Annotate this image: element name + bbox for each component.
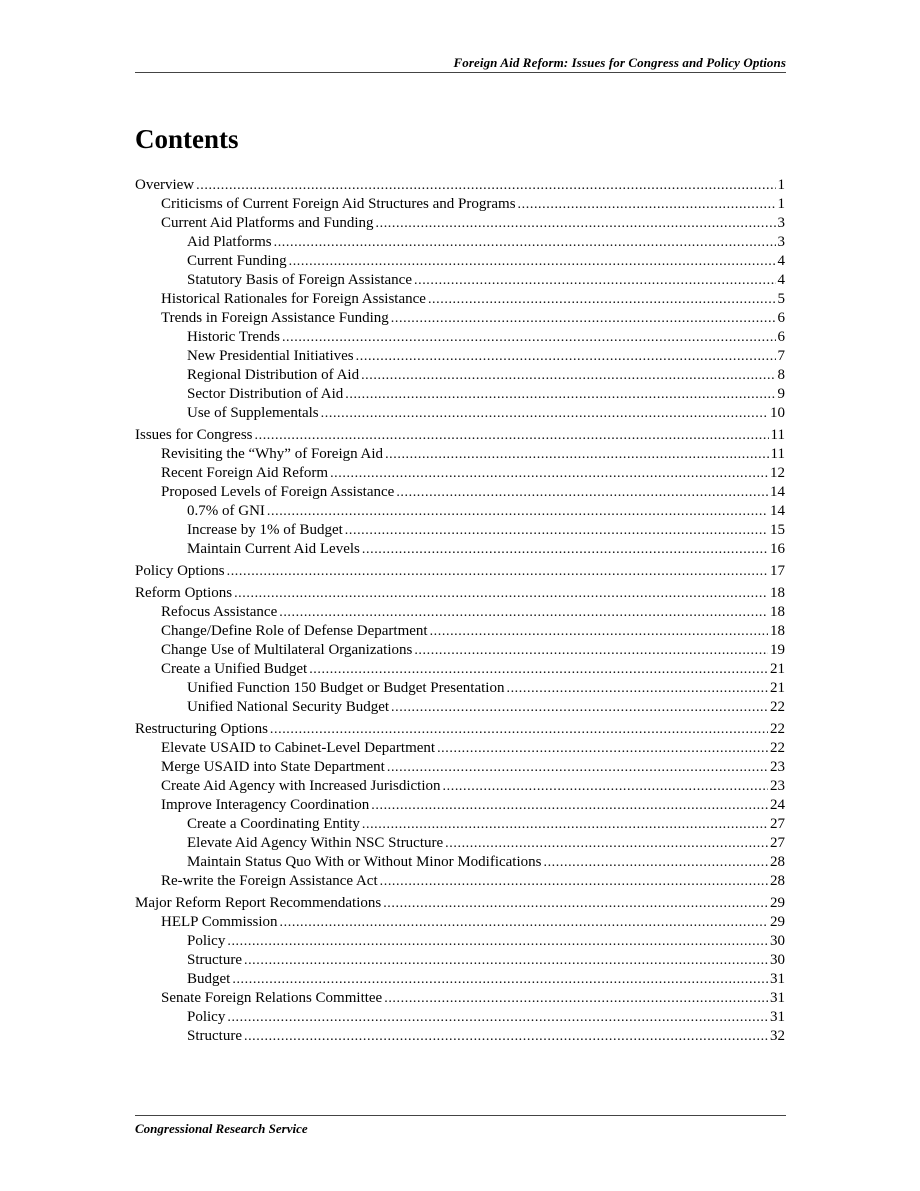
- toc-dot-leader: [518, 195, 776, 214]
- toc-entry-title: Elevate USAID to Cabinet-Level Department: [161, 740, 436, 756]
- toc-entry[interactable]: [135, 445, 785, 464]
- toc-entry-title: Major Reform Report Recommendations: [135, 895, 382, 911]
- toc-dot-leader: [371, 796, 768, 815]
- toc-entry-page: 27: [770, 816, 785, 832]
- toc-entry-title: Use of Supplementals: [187, 405, 319, 421]
- toc-entry-title: Maintain Status Quo With or Without Minor Modifications: [187, 854, 542, 870]
- toc-entry-title: Criticisms of Current Foreign Aid Structures and Programs: [161, 196, 516, 212]
- toc-entry-page: 21: [770, 680, 785, 696]
- toc-dot-leader: [232, 970, 768, 989]
- toc-entry-title: Increase by 1% of Budget: [187, 522, 343, 538]
- toc-dot-leader: [274, 233, 776, 252]
- toc-entry-title: Policy: [187, 1009, 226, 1025]
- toc-entry[interactable]: [135, 562, 785, 581]
- toc-entry-page: 24: [770, 797, 785, 813]
- toc-dot-leader: [227, 562, 768, 581]
- toc-entry[interactable]: [135, 641, 785, 660]
- toc-entry[interactable]: [135, 252, 785, 271]
- toc-entry-title: Reform Options: [135, 585, 233, 601]
- toc-entry-title: Statutory Basis of Foreign Assistance: [187, 272, 412, 288]
- toc-entry-page: 9: [777, 386, 785, 402]
- toc-dot-leader: [356, 347, 776, 366]
- toc-entry-page: 1: [777, 196, 785, 212]
- toc-entry-title: Create Aid Agency with Increased Jurisdiction: [161, 778, 441, 794]
- toc-entry-title: Create a Coordinating Entity: [187, 816, 360, 832]
- toc-entry-page: 31: [770, 1009, 785, 1025]
- toc-entry[interactable]: [135, 932, 785, 951]
- toc-dot-leader: [543, 853, 768, 872]
- toc-entry[interactable]: [135, 271, 785, 290]
- toc-entry[interactable]: [135, 521, 785, 540]
- toc-entry-title: HELP Commission: [161, 914, 278, 930]
- toc-entry[interactable]: [135, 698, 785, 717]
- toc-entry-page: 1: [777, 177, 785, 193]
- toc-dot-leader: [289, 252, 776, 271]
- toc-entry-title: Current Funding: [187, 253, 287, 269]
- toc-entry[interactable]: [135, 679, 785, 698]
- toc-entry-page: 22: [770, 699, 785, 715]
- toc-dot-leader: [234, 584, 768, 603]
- toc-dot-leader: [279, 603, 768, 622]
- toc-dot-leader: [282, 328, 776, 347]
- toc-entry-page: 29: [770, 895, 785, 911]
- toc-entry-page: 12: [770, 465, 785, 481]
- toc-entry-page: 23: [770, 759, 785, 775]
- toc-entry-page: 14: [770, 503, 785, 519]
- toc-dot-leader: [443, 777, 768, 796]
- toc-dot-leader: [361, 366, 775, 385]
- toc-dot-leader: [391, 309, 776, 328]
- toc-entry-page: 5: [777, 291, 785, 307]
- toc-entry[interactable]: [135, 502, 785, 521]
- toc-entry-page: 19: [770, 642, 785, 658]
- toc-entry[interactable]: [135, 758, 785, 777]
- toc-entry-page: 27: [770, 835, 785, 851]
- toc-entry[interactable]: [135, 660, 785, 679]
- toc-entry-page: 6: [777, 310, 785, 326]
- toc-dot-leader: [506, 679, 768, 698]
- toc-entry-title: Unified National Security Budget: [187, 699, 390, 715]
- toc-entry-page: 16: [770, 541, 785, 557]
- toc-entry-page: 18: [770, 604, 785, 620]
- toc-entry-title: New Presidential Initiatives: [187, 348, 354, 364]
- toc-entry-page: 22: [770, 721, 785, 737]
- toc-entry[interactable]: [135, 426, 785, 445]
- toc-dot-leader: [267, 502, 768, 521]
- toc-dot-leader: [227, 1008, 768, 1027]
- toc-entry[interactable]: [135, 290, 785, 309]
- toc-entry[interactable]: [135, 894, 785, 913]
- header-rule: [135, 72, 786, 73]
- toc-entry-title: Change Use of Multilateral Organizations: [161, 642, 413, 658]
- toc-entry[interactable]: [135, 815, 785, 834]
- toc-entry-title: Policy: [187, 933, 226, 949]
- toc-dot-leader: [428, 290, 776, 309]
- toc-entry-page: 10: [770, 405, 785, 421]
- toc-dot-leader: [321, 404, 768, 423]
- toc-entry-page: 4: [777, 253, 785, 269]
- toc-dot-leader: [227, 932, 768, 951]
- toc-dot-leader: [391, 698, 768, 717]
- toc-entry-page: 18: [770, 585, 785, 601]
- toc-dot-leader: [362, 815, 768, 834]
- toc-entry[interactable]: [135, 1027, 785, 1046]
- toc-entry-title: Recent Foreign Aid Reform: [161, 465, 329, 481]
- toc-dot-leader: [309, 660, 768, 679]
- toc-entry[interactable]: [135, 872, 785, 891]
- toc-dot-leader: [383, 894, 768, 913]
- toc-entry-title: Change/Define Role of Defense Department: [161, 623, 428, 639]
- toc-entry-title: Trends in Foreign Assistance Funding: [161, 310, 389, 326]
- toc-entry[interactable]: [135, 233, 785, 252]
- table-of-contents: [135, 176, 785, 1046]
- toc-entry-page: 32: [770, 1028, 785, 1044]
- toc-entry-page: 6: [777, 329, 785, 345]
- toc-entry-page: 18: [770, 623, 785, 639]
- toc-entry-title: Aid Platforms: [187, 234, 272, 250]
- toc-entry-page: 30: [770, 952, 785, 968]
- toc-entry-title: Re-write the Foreign Assistance Act: [161, 873, 378, 889]
- toc-entry-title: Structure: [187, 952, 242, 968]
- toc-entry-page: 3: [777, 234, 785, 250]
- toc-entry-title: Sector Distribution of Aid: [187, 386, 344, 402]
- toc-entry-page: 29: [770, 914, 785, 930]
- toc-entry-page: 11: [770, 427, 785, 443]
- toc-entry[interactable]: [135, 951, 785, 970]
- toc-entry[interactable]: [135, 989, 785, 1008]
- toc-dot-leader: [430, 622, 768, 641]
- toc-entry-title: Historical Rationales for Foreign Assistance: [161, 291, 426, 307]
- toc-dot-leader: [376, 214, 776, 233]
- toc-dot-leader: [396, 483, 768, 502]
- toc-entry-page: 14: [770, 484, 785, 500]
- toc-dot-leader: [330, 464, 768, 483]
- toc-entry-page: 3: [777, 215, 785, 231]
- toc-entry-page: 11: [770, 446, 785, 462]
- toc-entry-title: Policy Options: [135, 563, 225, 579]
- toc-entry[interactable]: [135, 970, 785, 989]
- toc-entry[interactable]: [135, 584, 785, 603]
- toc-entry[interactable]: [135, 347, 785, 366]
- running-footer: Congressional Research Service: [135, 1121, 308, 1136]
- toc-entry-page: 7: [777, 348, 785, 364]
- toc-entry-title: Revisiting the “Why” of Foreign Aid: [161, 446, 384, 462]
- toc-entry-title: Budget: [187, 971, 231, 987]
- toc-entry[interactable]: [135, 464, 785, 483]
- toc-entry-title: Improve Interagency Coordination: [161, 797, 370, 813]
- toc-dot-leader: [385, 445, 768, 464]
- toc-dot-leader: [255, 426, 769, 445]
- toc-entry-title: Unified Function 150 Budget or Budget Presentation: [187, 680, 505, 696]
- page-title: Contents: [135, 124, 239, 154]
- toc-dot-leader: [380, 872, 768, 891]
- toc-entry-page: 8: [777, 367, 785, 383]
- toc-entry-title: Proposed Levels of Foreign Assistance: [161, 484, 395, 500]
- toc-entry-title: Issues for Congress: [135, 427, 253, 443]
- toc-dot-leader: [270, 720, 768, 739]
- toc-entry[interactable]: [135, 720, 785, 739]
- toc-entry[interactable]: [135, 195, 785, 214]
- toc-entry[interactable]: [135, 483, 785, 502]
- toc-dot-leader: [437, 739, 768, 758]
- toc-entry-title: Merge USAID into State Department: [161, 759, 385, 775]
- toc-entry-page: 30: [770, 933, 785, 949]
- toc-dot-leader: [445, 834, 768, 853]
- toc-entry[interactable]: [135, 328, 785, 347]
- toc-entry[interactable]: [135, 603, 785, 622]
- running-header: Foreign Aid Reform: Issues for Congress and Policy Options: [453, 55, 786, 70]
- toc-entry[interactable]: [135, 834, 785, 853]
- toc-entry-title: Maintain Current Aid Levels: [187, 541, 360, 557]
- toc-dot-leader: [362, 540, 768, 559]
- toc-entry[interactable]: [135, 176, 785, 195]
- toc-entry-title: Regional Distribution of Aid: [187, 367, 360, 383]
- toc-entry-page: 31: [770, 971, 785, 987]
- toc-entry-page: 23: [770, 778, 785, 794]
- toc-dot-leader: [196, 176, 775, 195]
- toc-dot-leader: [345, 385, 775, 404]
- toc-entry[interactable]: [135, 1008, 785, 1027]
- toc-entry-page: 4: [777, 272, 785, 288]
- toc-entry-page: 21: [770, 661, 785, 677]
- toc-entry-page: 17: [770, 563, 785, 579]
- toc-entry[interactable]: [135, 913, 785, 932]
- toc-entry[interactable]: [135, 309, 785, 328]
- toc-entry-page: 31: [770, 990, 785, 1006]
- toc-entry-title: Current Aid Platforms and Funding: [161, 215, 374, 231]
- toc-entry-title: Refocus Assistance: [161, 604, 278, 620]
- toc-entry-title: Restructuring Options: [135, 721, 268, 737]
- toc-entry-title: Senate Foreign Relations Committee: [161, 990, 383, 1006]
- toc-entry-page: 22: [770, 740, 785, 756]
- toc-entry[interactable]: [135, 796, 785, 815]
- footer-rule: [135, 1115, 786, 1116]
- toc-entry[interactable]: [135, 540, 785, 559]
- toc-entry-title: Elevate Aid Agency Within NSC Structure: [187, 835, 444, 851]
- toc-entry[interactable]: [135, 622, 785, 641]
- toc-dot-leader: [384, 989, 768, 1008]
- toc-entry-title: Historic Trends: [187, 329, 280, 345]
- toc-entry[interactable]: [135, 366, 785, 385]
- toc-dot-leader: [414, 271, 776, 290]
- toc-entry-page: 15: [770, 522, 785, 538]
- toc-dot-leader: [387, 758, 768, 777]
- toc-entry[interactable]: [135, 214, 785, 233]
- toc-dot-leader: [414, 641, 768, 660]
- toc-entry-page: 28: [770, 873, 785, 889]
- toc-entry[interactable]: [135, 404, 785, 423]
- toc-entry-page: 28: [770, 854, 785, 870]
- toc-dot-leader: [345, 521, 768, 540]
- toc-dot-leader: [280, 913, 768, 932]
- toc-entry-title: Create a Unified Budget: [161, 661, 308, 677]
- toc-entry[interactable]: [135, 385, 785, 404]
- toc-entry-title: Overview: [135, 177, 195, 193]
- toc-entry-title: 0.7% of GNI: [187, 503, 265, 519]
- toc-entry[interactable]: [135, 739, 785, 758]
- toc-entry[interactable]: [135, 777, 785, 796]
- toc-dot-leader: [244, 1027, 768, 1046]
- toc-entry-title: Structure: [187, 1028, 242, 1044]
- toc-dot-leader: [244, 951, 768, 970]
- toc-entry[interactable]: [135, 853, 785, 872]
